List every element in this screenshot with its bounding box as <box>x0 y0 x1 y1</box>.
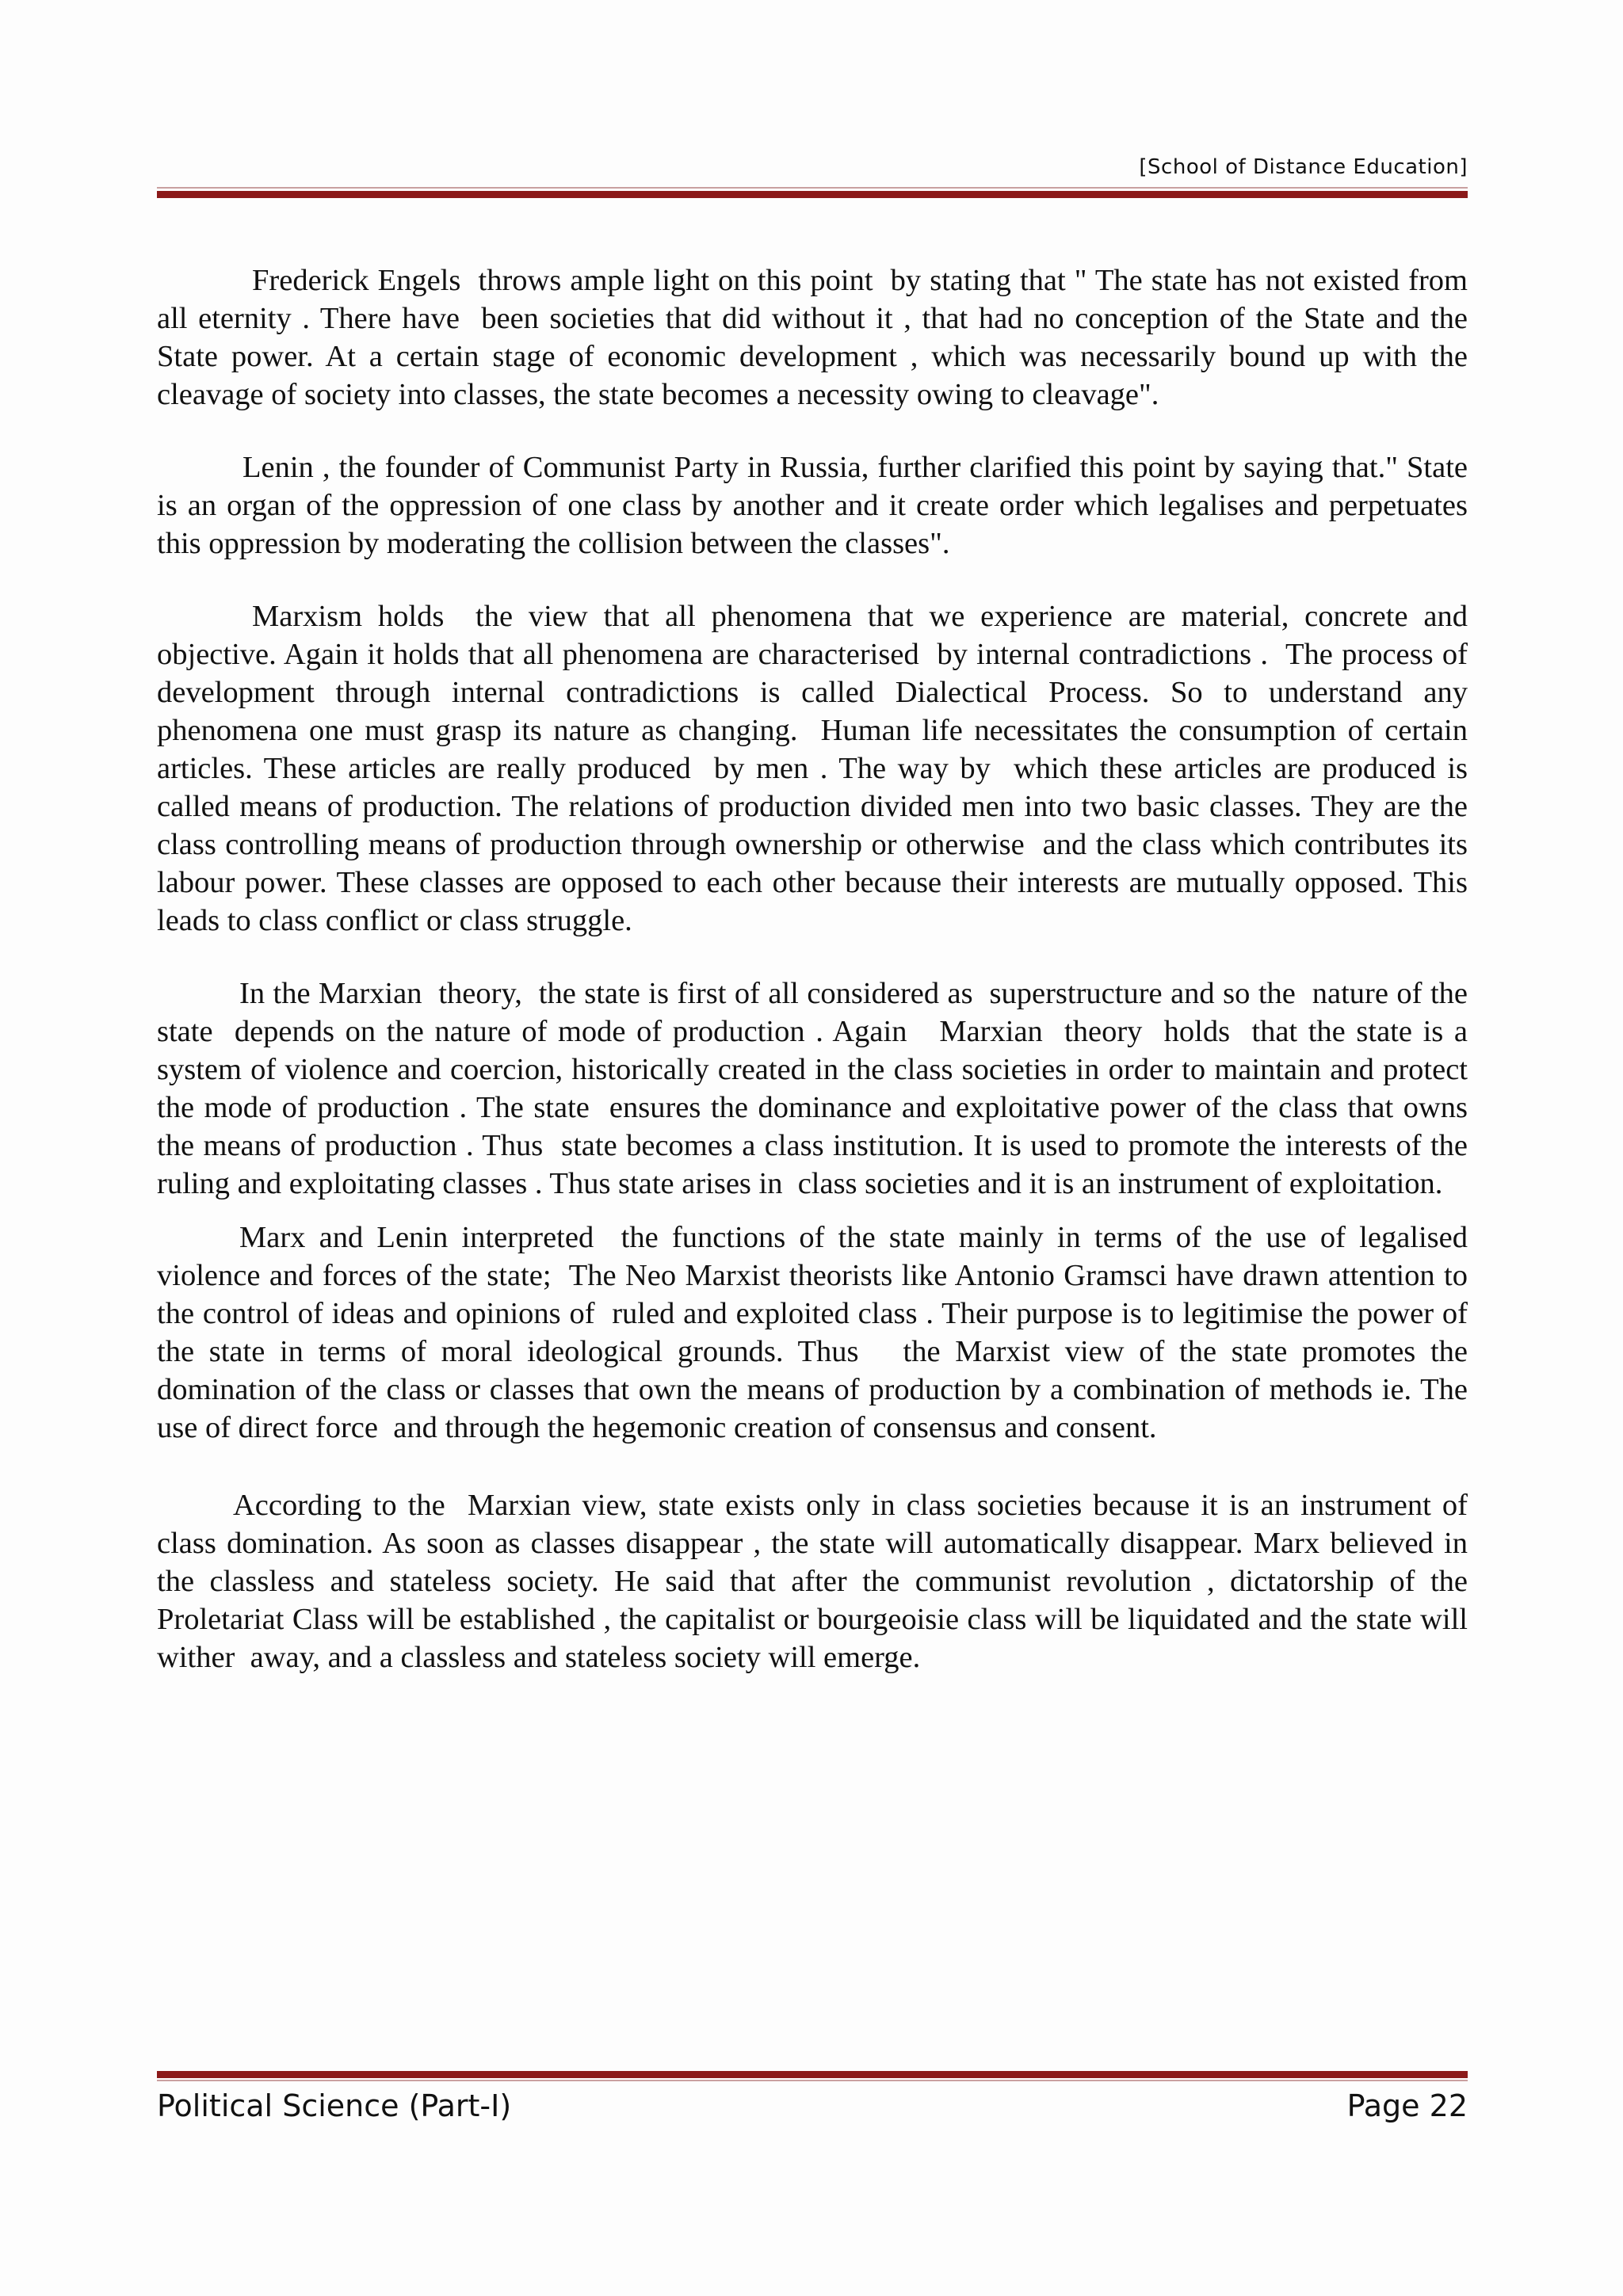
paragraph: Lenin , the founder of Communist Party in Russia, further clarified this point by saying that." State is an organ of the oppression of one class by another and it create order which legalises and perpetuates this oppression by moderating the collision between the classes". <box>157 451 1476 560</box>
paragraph: Marxism holds the view that all phenomena that we experience are material, concrete and objective. Again it holds that all phenomena are characterised by internal contradictions . The process of development through internal contradictions is called Dialectical Process. So to understand any phenomena one must grasp its nature as changing. Human life necessitates the consumption of certain articles. These articles are really produced by men . The way by which these articles are produced is called means of production. The relations of production divided men into two basic classes. They are the class controlling means of production through ownership or otherwise and the class which contributes its labour power. These classes are opposed to each other because their interests are mutually opposed. This leads to class conflict or class struggle. <box>157 600 1484 937</box>
footer-rule <box>157 2071 1468 2078</box>
paragraph: Frederick Engels throws ample light on this point by stating that " The state has not existed from all eternity . There have been societies that did without it , that had no conception of the State and the State power. At a certain stage of economic development , which was necessarily bound up with the cleavage of society into classes, the state becomes a necessity owing to cleavage". <box>157 264 1476 411</box>
paragraph: Marx and Lenin interpreted the functions of the state mainly in terms of the use of legalised violence and forces of the state; The Neo Marxist theorists like Antonio Gramsci have drawn attention to the control of ideas and opinions of ruled and exploited class . Their purpose is to legitimise the power of the state in terms of moral ideological grounds. Thus the Marxist view of the state promotes the domination of the class or classes that own the means of production by a combination of methods ie. The use of direct force and through the hegemonic creation of consensus and consent. <box>157 1221 1476 1444</box>
header-rule <box>157 191 1468 198</box>
footer-page-number: Page 22 <box>1346 2088 1468 2123</box>
header-rule-thin <box>157 187 1468 189</box>
paragraph: In the Marxian theory, the state is first of all considered as superstructure and so the nature of the state depends on the nature of mode of production . Again Marxian theory holds that the state is a system of violence and coercion, historically created in the class societies in order to maintain and protect the mode of production . The state ensures the dominance and exploitative power of the class that owns the means of production . Thus state becomes a class institution. It is used to promote the interests of the ruling and exploitating classes . Thus state arises in class societies and it is an instrument of exploitation. <box>157 977 1484 1200</box>
body-text <box>157 261 1484 1676</box>
paragraph: According to the Marxian view, state exists only in class societies because it is an instrument of class domination. As soon as classes disappear , the state will automatically disappear. Marx believed in the classless and stateless society. He said that after the communist revolution , dictatorship of the Proletariat Class will be established , the capitalist or bourgeoisie class will be liquidated and the state will wither away, and a classless and stateless society will emerge. <box>157 1489 1476 1674</box>
header-title: [School of Distance Education] <box>1139 155 1468 179</box>
footer-course-title: Political Science (Part-I) <box>157 2088 512 2123</box>
footer-rule-thin <box>157 2080 1468 2081</box>
